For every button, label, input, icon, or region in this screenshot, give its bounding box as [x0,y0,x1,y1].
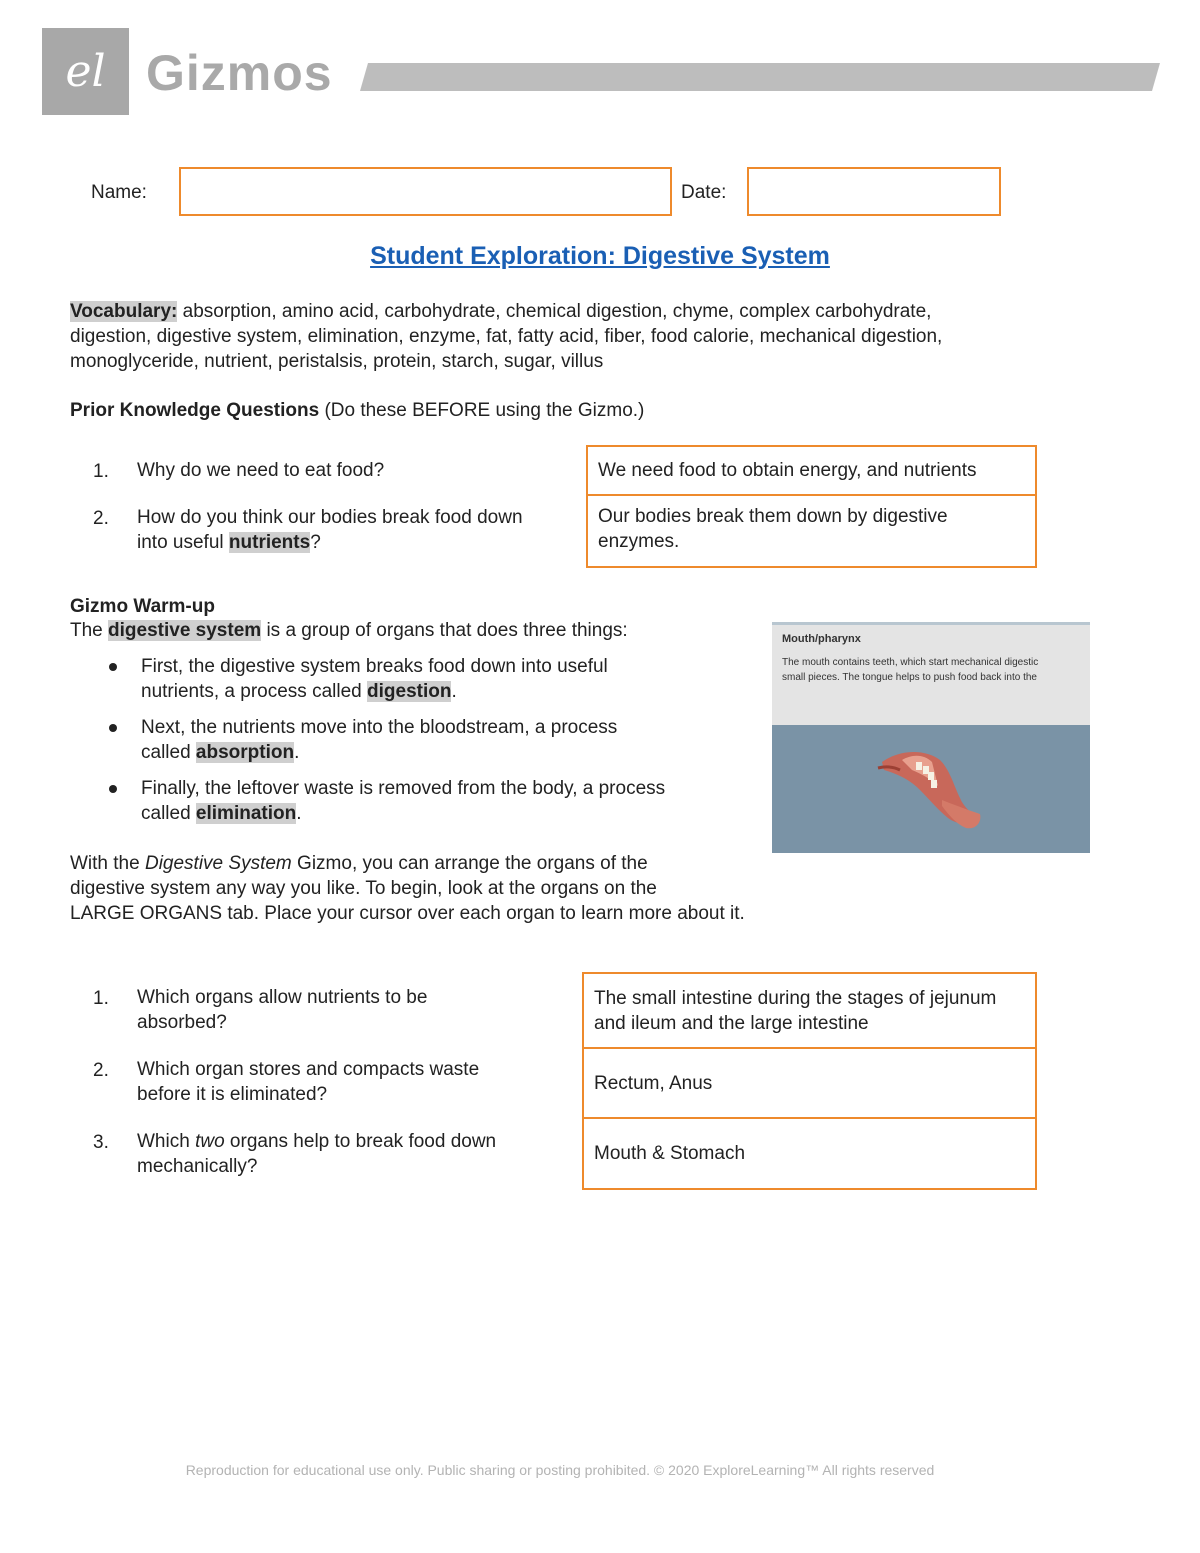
gizmo-screenshot [772,622,1090,853]
page-title: Student Exploration: Digestive System [370,242,830,270]
warmup-bullet-2-term: absorption [195,742,295,763]
gizmo-info-heading: Mouth/pharynx [782,633,861,645]
pk-question-1-text: Why do we need to eat food? [137,460,385,481]
prior-knowledge-title: Prior Knowledge Questions [70,400,320,421]
pk-answer-1[interactable]: We need food to obtain energy, and nutrients [598,460,977,481]
gizmo-info-line2: small pieces. The tongue helps to push food back into the [782,672,1037,683]
answer-1[interactable]: The small intestine during the stages of jejunum and ileum and the large intestine [594,987,997,1034]
vocabulary [70,299,1130,374]
vocabulary-terms-1: absorption, amino acid, carbohydrate, chemical digestion, chyme, complex carbohydrate, [182,301,932,322]
question-2-number: 2. [93,1060,109,1081]
bullet-icon [109,663,117,671]
pk-question-1-number: 1. [93,461,109,482]
question-2-text [137,1057,577,1107]
name-field[interactable] [179,167,672,216]
warmup-title: Gizmo Warm-up [70,596,215,617]
bullet-icon [109,785,117,793]
warmup-bullet-1-term: digestion [367,681,452,702]
warmup-para-line3: LARGE ORGANS tab. Place your cursor over each organ to learn more about it. [70,903,745,924]
warmup-bullet-2 [141,715,761,765]
warmup-paragraph [70,851,870,926]
question-2-line1: Which organ stores and compacts waste [137,1059,480,1080]
bullet-icon [109,724,117,732]
question-3-line1-post: organs help to break food down [224,1131,497,1152]
warmup-bullet-3 [141,776,766,826]
warmup-para-post: Gizmo, you can arrange the organs of the [291,853,648,874]
warmup-bullet-3-term: elimination [195,803,297,824]
question-1-number: 1. [93,988,109,1009]
question-3-number: 3. [93,1132,109,1153]
logo-mark: el [65,46,106,97]
question-3-text [137,1129,577,1179]
warmup-bullet-1-line1: First, the digestive system breaks food down into useful [141,656,608,677]
pk-question-2-term: nutrients [228,532,311,553]
warmup-intro-pre: The [70,620,109,641]
mouth-organ-icon [872,740,992,835]
vocabulary-terms-3: monoglyceride, nutrient, peristalsis, protein, starch, sugar, villus [70,351,604,372]
question-1-line1: Which organs allow nutrients to be [137,987,428,1008]
pk-question-2-line2-pre: into useful [137,532,229,553]
warmup-bullet-1-line2-post: . [451,681,457,702]
question-1-text [137,985,577,1035]
warmup-bullet-3-line1: Finally, the leftover waste is removed from the body, a process [141,778,666,799]
warmup-para-line2: digestive system any way you like. To begin, look at the organs on the [70,878,657,899]
pk-question-2-number: 2. [93,508,109,529]
warmup-bullet-1-line2-pre: nutrients, a process called [141,681,368,702]
answer-2[interactable]: Rectum, Anus [594,1072,713,1094]
warmup-bullet-2-line1: Next, the nutrients move into the bloodstream, a process [141,717,618,738]
warmup-heading [70,594,215,619]
pk-question-2-line1: How do you think our bodies break food down [137,507,523,528]
warmup-bullet-3-line2-post: . [296,803,302,824]
brand-name: Gizmos [146,45,333,101]
date-field[interactable] [747,167,1001,216]
gizmo-info-panel [772,622,1090,725]
header-bar [360,63,1160,91]
warmup-intro [70,618,770,643]
answer-3[interactable]: Mouth & Stomach [594,1143,746,1164]
warmup-intro-term: digestive system [108,620,262,641]
pk-question-2-text [137,505,582,555]
name-label: Name: [91,182,147,203]
question-3-line1-pre: Which [137,1131,196,1152]
warmup-para-pre: With the [70,853,145,874]
question-2-line2: before it is eliminated? [137,1084,328,1105]
warmup-para-italic: Digestive System [144,853,292,874]
vocabulary-terms-2: digestion, digestive system, elimination, enzyme, fat, fatty acid, fiber, food calorie, mechanical digestion, [70,326,943,347]
question-3-line2: mechanically? [137,1156,258,1177]
vocabulary-label: Vocabulary: [70,301,178,322]
logo [42,28,129,115]
gizmo-info-text [782,655,1090,685]
pk-answer-table [586,445,1037,568]
prior-knowledge-note: (Do these BEFORE using the Gizmo.) [324,400,645,421]
question-3-line1-italic: two [195,1131,225,1152]
answer-table [582,972,1037,1190]
date-label: Date: [681,182,727,203]
warmup-bullet-2-line2-post: . [294,742,300,763]
footer-text: Reproduction for educational use only. Public sharing or posting prohibited. © 2020 ExploreLearning™ All rights reserved [185,1462,935,1478]
warmup-bullet-3-line2-pre: called [141,803,196,824]
warmup-intro-post: is a group of organs that does three things: [261,620,628,641]
warmup-bullet-2-line2-pre: called [141,742,196,763]
pk-question-2-line2-post: ? [310,532,321,553]
pk-answer-2[interactable]: Our bodies break them down by digestive enzymes. [598,506,948,552]
prior-knowledge-heading [70,398,644,423]
question-1-line2: absorbed? [137,1012,227,1033]
gizmo-info-line1: The mouth contains teeth, which start mechanical digestic [782,657,1039,668]
warmup-bullet-1 [141,654,761,704]
